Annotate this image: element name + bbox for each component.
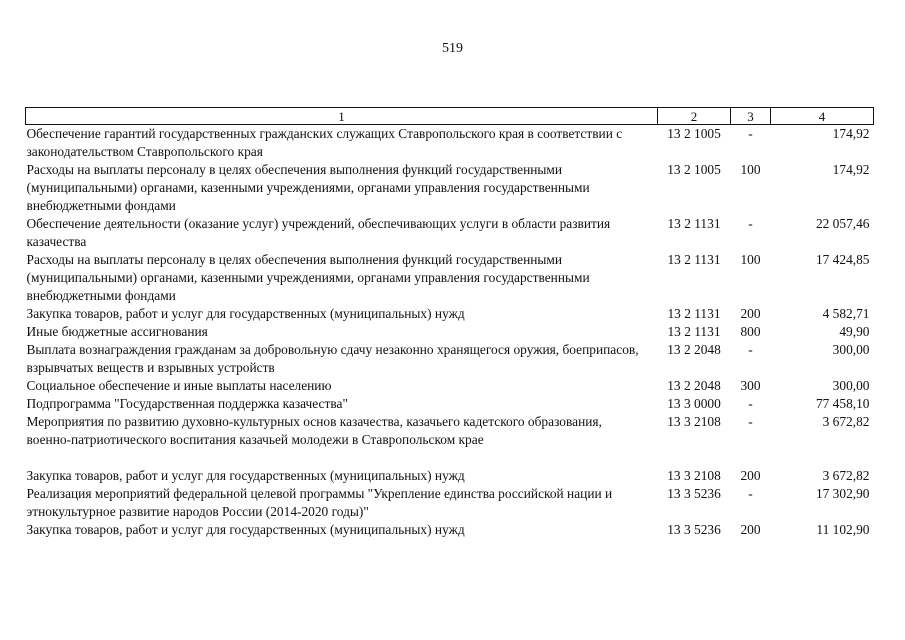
row-expense-type: 800 bbox=[740, 324, 761, 339]
row-amount: 77 458,10 bbox=[815, 396, 870, 411]
row-code: 13 3 5236 bbox=[667, 486, 721, 501]
row-code: 13 3 2108 bbox=[667, 468, 721, 483]
row-description: Расходы на выплаты персоналу в целях обеспечения выполнения функций государственными (муниципальными) органами, казенными учреждениями, органами управления государственными внебюджетными фондами bbox=[26, 162, 590, 213]
row-expense-type: 300 bbox=[740, 378, 761, 393]
table-row bbox=[26, 467, 874, 485]
row-expense-type: - bbox=[748, 414, 753, 429]
row-spacer bbox=[26, 449, 874, 467]
row-description: Мероприятия по развитию духовно-культурных основ казачества, казачьего кадетского образования, военно-патриотического воспитания казачьей молодежи в Ставропольском крае bbox=[26, 414, 602, 447]
row-expense-type: 100 bbox=[740, 162, 761, 177]
row-description: Закупка товаров, работ и услуг для государственных (муниципальных) нужд bbox=[26, 306, 465, 321]
row-code: 13 3 5236 bbox=[667, 522, 721, 537]
row-amount: 11 102,90 bbox=[816, 522, 870, 537]
table-row bbox=[26, 251, 874, 305]
table-body bbox=[26, 125, 874, 540]
table-row bbox=[26, 341, 874, 377]
table-row bbox=[26, 305, 874, 323]
row-code: 13 2 1131 bbox=[667, 252, 721, 267]
row-expense-type: - bbox=[748, 486, 753, 501]
row-expense-type: 200 bbox=[740, 468, 761, 483]
row-code: 13 2 1131 bbox=[667, 324, 721, 339]
row-amount: 174,92 bbox=[832, 162, 870, 177]
row-description: Иные бюджетные ассигнования bbox=[26, 324, 208, 339]
row-expense-type: 200 bbox=[740, 522, 761, 537]
row-description: Закупка товаров, работ и услуг для государственных (муниципальных) нужд bbox=[26, 522, 465, 537]
table-row bbox=[26, 377, 874, 395]
row-expense-type: 200 bbox=[740, 306, 761, 321]
row-amount: 300,00 bbox=[832, 342, 870, 357]
table-row bbox=[26, 323, 874, 341]
row-expense-type: - bbox=[748, 126, 753, 141]
row-amount: 300,00 bbox=[832, 378, 870, 393]
row-code: 13 3 0000 bbox=[667, 396, 721, 411]
header-col-2: 2 bbox=[658, 108, 731, 125]
row-amount: 4 582,71 bbox=[822, 306, 870, 321]
table-row bbox=[26, 395, 874, 413]
row-description: Закупка товаров, работ и услуг для государственных (муниципальных) нужд bbox=[26, 468, 465, 483]
page-number: 519 bbox=[442, 41, 463, 56]
table-row bbox=[26, 215, 874, 251]
row-code: 13 2 2048 bbox=[667, 378, 721, 393]
row-description: Реализация мероприятий федеральной целевой программы "Укрепление единства российской нации и этнокультурное развитие народов России (2014-2020 годы)" bbox=[26, 486, 613, 519]
row-amount: 17 424,85 bbox=[815, 252, 870, 267]
header-col-3: 3 bbox=[731, 108, 771, 125]
row-expense-type: 100 bbox=[740, 252, 761, 267]
row-amount: 22 057,46 bbox=[815, 216, 870, 231]
row-amount: 3 672,82 bbox=[822, 468, 870, 483]
row-amount: 49,90 bbox=[839, 324, 870, 339]
row-description: Подпрограмма "Государственная поддержка казачества" bbox=[26, 396, 348, 411]
spacer-cell bbox=[26, 449, 874, 467]
row-description: Обеспечение деятельности (оказание услуг) учреждений, обеспечивающих услуги в области развития казачества bbox=[26, 216, 611, 249]
row-expense-type: - bbox=[748, 342, 753, 357]
row-expense-type: - bbox=[748, 396, 753, 411]
row-description: Расходы на выплаты персоналу в целях обеспечения выполнения функций государственными (муниципальными) органами, казенными учреждениями, органами управления государственными внебюджетными фондами bbox=[26, 252, 590, 303]
header-row bbox=[26, 108, 874, 125]
row-code: 13 2 2048 bbox=[667, 342, 721, 357]
row-amount: 3 672,82 bbox=[822, 414, 870, 429]
row-description: Обеспечение гарантий государственных гражданских служащих Ставропольского края в соответствии с законодательством Ставропольского края bbox=[26, 126, 623, 159]
row-description: Выплата вознаграждения гражданам за добровольную сдачу незаконно хранящегося оружия, боеприпасов, взрывчатых веществ и взрывных устройств bbox=[26, 342, 639, 375]
budget-table bbox=[25, 107, 874, 539]
row-code: 13 2 1005 bbox=[667, 126, 721, 141]
table-row bbox=[26, 125, 874, 162]
table-row bbox=[26, 161, 874, 215]
header-col-4: 4 bbox=[771, 108, 874, 125]
row-amount: 17 302,90 bbox=[815, 486, 870, 501]
row-expense-type: - bbox=[748, 216, 753, 231]
row-code: 13 3 2108 bbox=[667, 414, 721, 429]
row-code: 13 2 1005 bbox=[667, 162, 721, 177]
row-amount: 174,92 bbox=[832, 126, 870, 141]
table-header bbox=[26, 108, 874, 125]
row-code: 13 2 1131 bbox=[667, 216, 721, 231]
table-row bbox=[26, 521, 874, 539]
table-row bbox=[26, 413, 874, 449]
row-description: Социальное обеспечение и иные выплаты населению bbox=[26, 378, 332, 393]
table-row bbox=[26, 485, 874, 521]
header-col-1: 1 bbox=[26, 108, 658, 125]
row-code: 13 2 1131 bbox=[667, 306, 721, 321]
